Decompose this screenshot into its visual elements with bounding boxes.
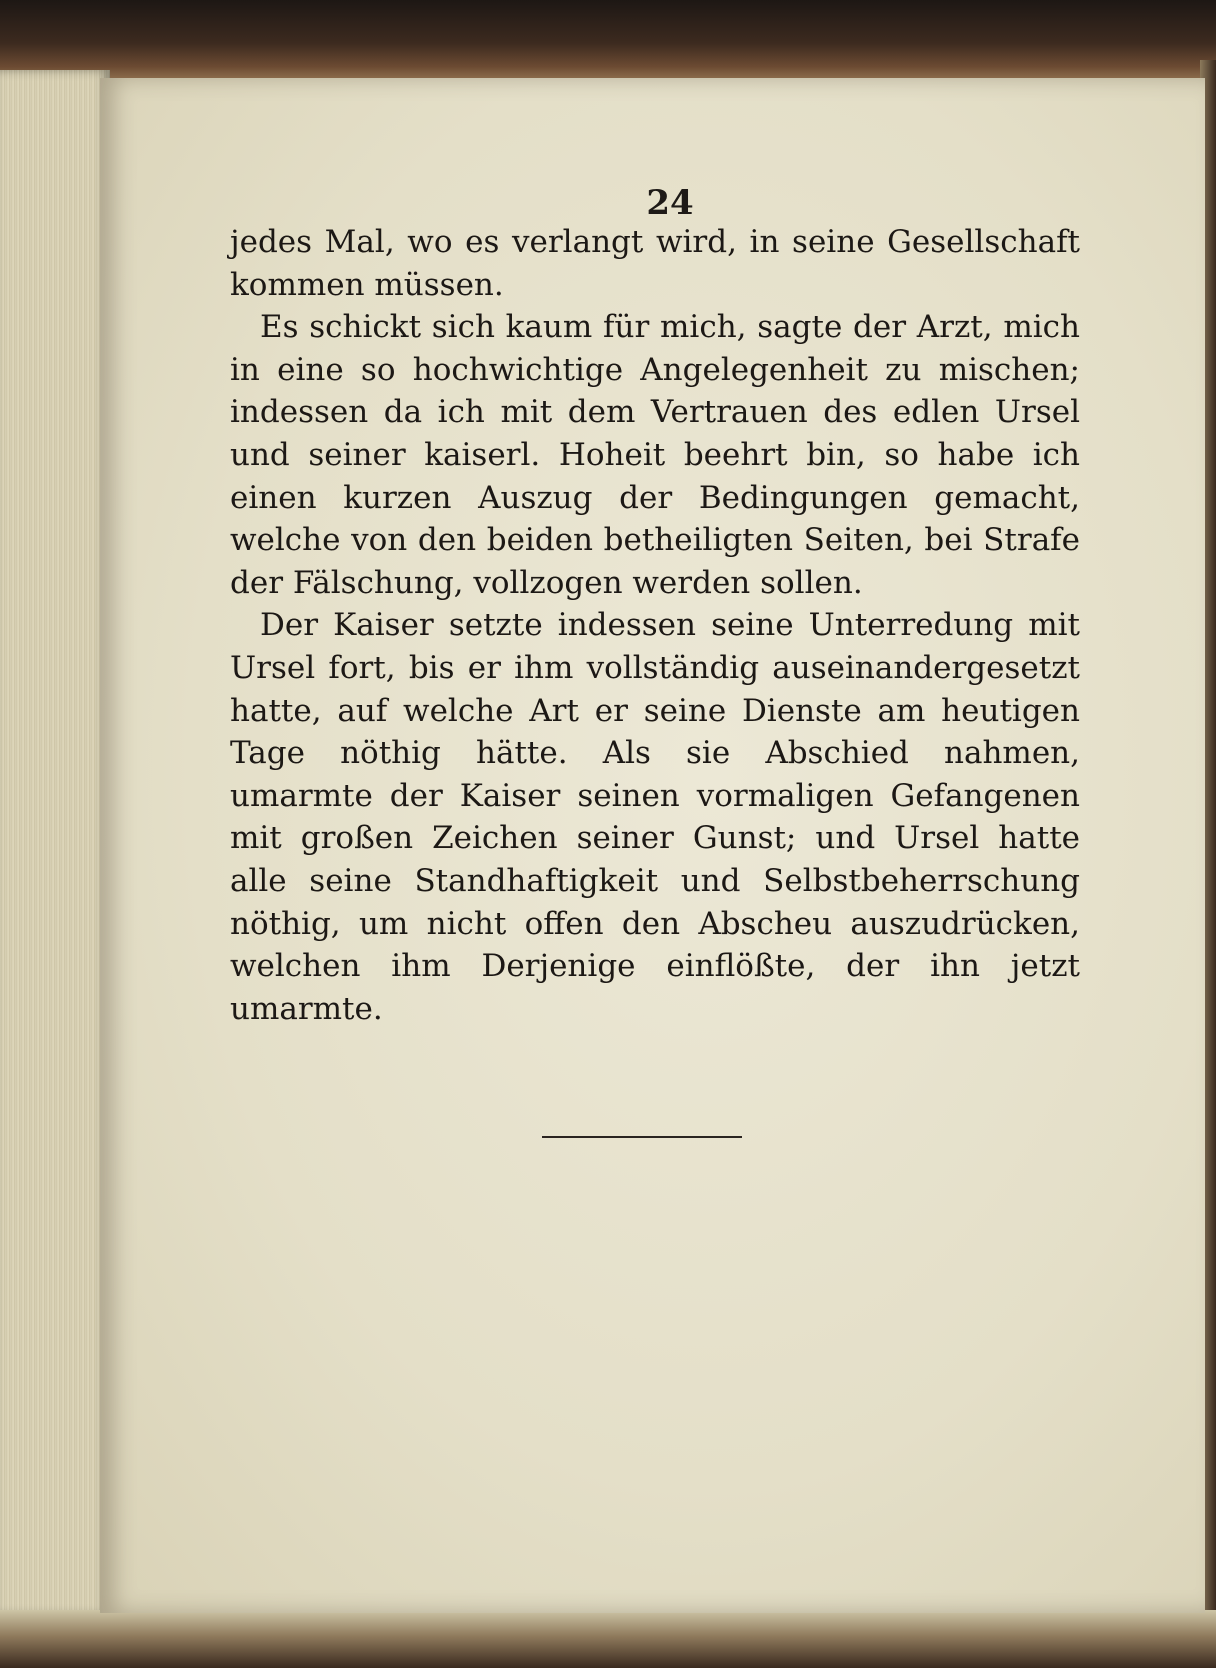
book-page: [100, 78, 1205, 1613]
book-cover-top: [0, 0, 1216, 78]
body-text: [230, 221, 1080, 1030]
page-number: 24: [646, 183, 694, 223]
page-stack-bottom: [0, 1610, 1216, 1668]
paragraph: Es schickt sich kaum für mich, sagte der Arzt, mich in eine so hochwichtige Angelegenheit zu mischen; indessen da ich mit dem Vertrauen des edlen Ursel und seiner kaiserl. Hoheit beehrt bin, so habe ich einen kurzen Auszug der Bedingungen gemacht, welche von den beiden betheiligten Seiten, bei Strafe der Fälschung, vollzogen werden sollen.: [230, 309, 1080, 601]
paragraph-continuation: jedes Mal, wo es verlangt wird, in seine Gesellschaft kommen müssen.: [230, 224, 1080, 303]
page-stack-edges: [0, 70, 110, 1615]
section-end-rule: [542, 1136, 742, 1138]
paragraph: Der Kaiser setzte indessen seine Unterredung mit Ursel fort, bis er ihm vollständig auseinandergesetzt hatte, auf welche Art er seine Dienste am heutigen Tage nöthig hätte. Als sie Abschied nahmen, umarmte der Kaiser seinen vormaligen Gefangenen mit großen Zeichen seiner Gunst; und Ursel hatte alle seine Standhaftigkeit und Selbstbeherrschung nöthig, um nicht offen den Abscheu auszudrücken, welchen ihm Derjenige einflößte, der ihn jetzt umarmte.: [230, 607, 1080, 1027]
